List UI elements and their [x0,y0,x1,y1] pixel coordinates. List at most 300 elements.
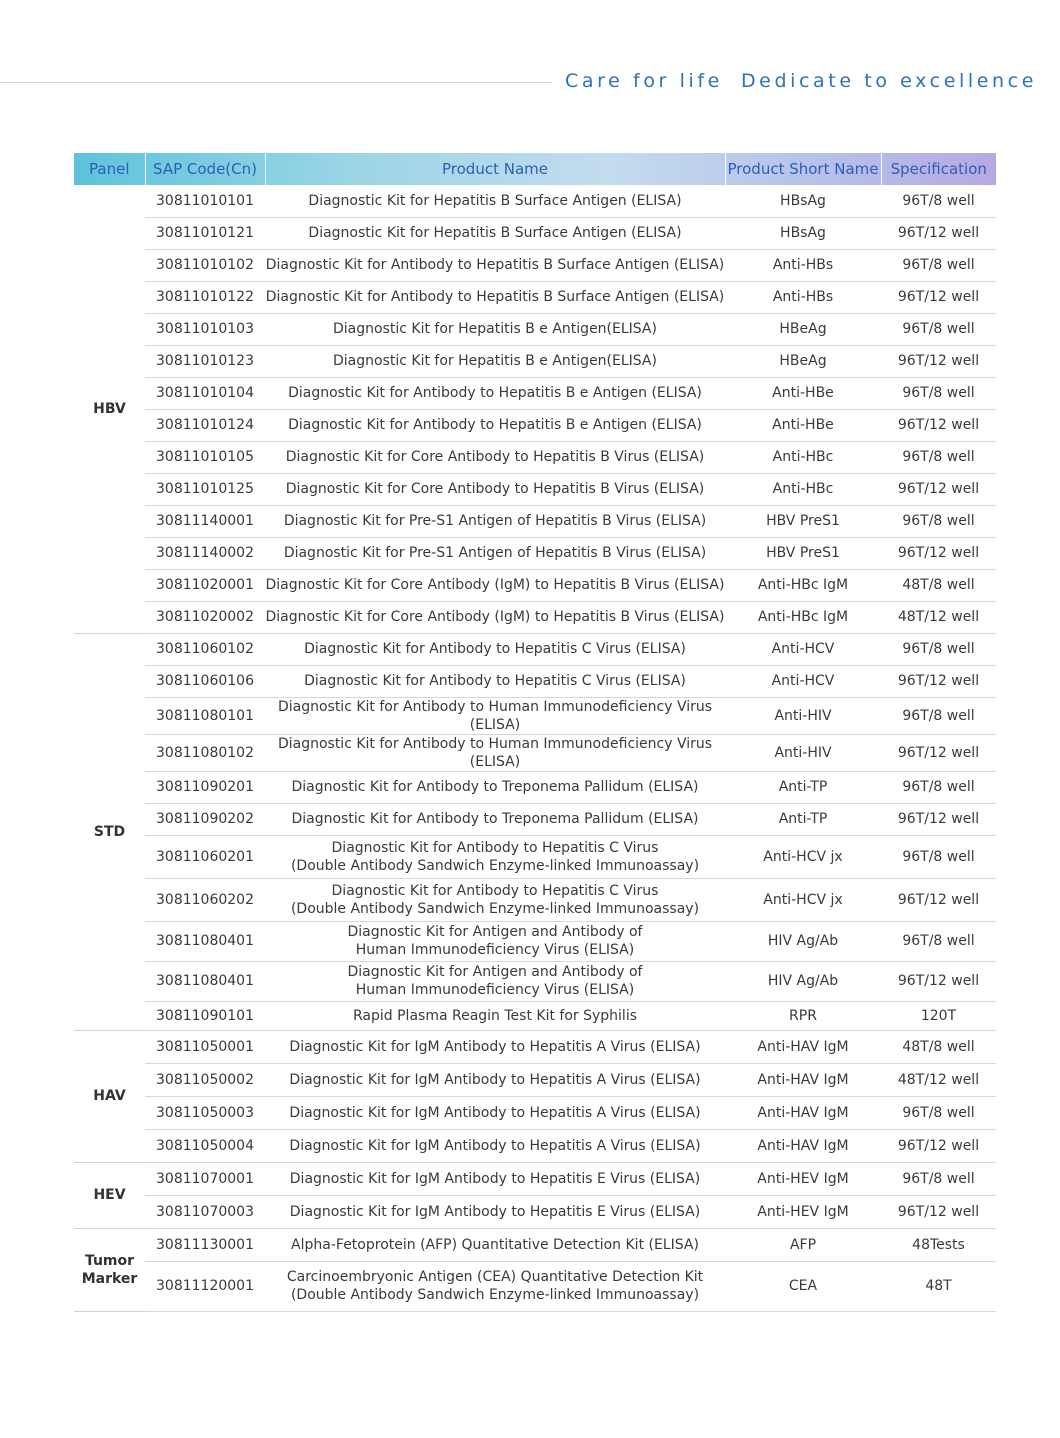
column-header-sap-code: SAP Code(Cn) [145,153,265,185]
short-name-cell [725,537,881,569]
short-name-cell [725,473,881,505]
product-name-cell [265,217,725,249]
specification-cell-text: 96T/8 well [902,1104,975,1121]
product-name-cell [265,697,725,734]
specification-cell [881,537,996,569]
short-name-cell [725,345,881,377]
sap-code-cell [145,734,265,771]
specification-cell-text: 96T/12 well [897,811,980,827]
product-name-cell-text: Diagnostic Kit for Antigen and Antibody of [347,964,643,980]
product-name-cell [265,313,725,345]
specification-cell [881,313,996,345]
short-name-cell [725,441,881,473]
sap-code-cell [145,185,265,217]
product-name-cell [265,921,725,961]
table-row [74,601,996,633]
sap-code-cell [145,665,265,697]
short-name-cell-text: Anti-HBs [772,257,834,273]
short-name-cell-text: AFP [789,1236,817,1253]
short-name-cell-text: CEA [788,1278,818,1294]
product-name-cell [265,569,725,601]
product-name-cell [265,1162,725,1195]
short-name-cell [725,313,881,345]
specification-cell-text: 96T/12 well [897,417,980,433]
sap-code-cell-text: 30811020001 [156,577,254,593]
table-row [74,961,996,1001]
table-row [74,569,996,601]
product-name-cell-text: Diagnostic Kit for Pre-S1 Antigen of Hepatitis B Virus (ELISA) [283,513,707,529]
sap-code-cell-text: 30811090201 [156,779,254,795]
short-name-cell-text: Anti-HBs [772,289,834,305]
table-row [74,185,996,217]
panel-cell [74,1030,145,1162]
sap-code-cell-text: 30811080401 [156,973,254,989]
specification-cell-text: 96T/8 well [902,779,975,795]
product-name-cell [265,1030,725,1063]
short-name-cell-text: HBV PreS1 [766,545,840,561]
sap-code-cell [145,835,265,878]
short-name-cell [725,835,881,878]
sap-code-cell [145,1228,265,1261]
sap-code-cell [145,249,265,281]
product-name-cell-line2: Human Immunodeficiency Virus (ELISA) [355,942,635,958]
panel-label-line2: Marker [81,1270,138,1287]
product-name-cell [265,734,725,771]
specification-cell-text: 96T/12 well [897,353,980,369]
product-name-cell-line2: (Double Antibody Sandwich Enzyme-linked Immunoassay) [290,900,700,917]
product-name-cell [265,633,725,665]
specification-cell [881,1261,996,1311]
product-name-cell [265,803,725,835]
product-name-cell-text: Diagnostic Kit for Hepatitis B Surface Antigen (ELISA) [308,192,682,209]
sap-code-cell [145,601,265,633]
product-name-cell-text: Diagnostic Kit for IgM Antibody to Hepatitis A Virus (ELISA) [289,1137,701,1154]
table-row [74,345,996,377]
specification-cell-text: 48T/12 well [897,1071,980,1088]
table-row [74,217,996,249]
short-name-cell-text: Anti-HBc [772,481,834,497]
panel-cell [74,1228,145,1311]
short-name-cell-text: Anti-HBe [772,385,834,401]
product-name-cell-text: Carcinoembryonic Antigen (CEA) Quantitative Detection Kit [286,1269,704,1285]
specification-cell [881,601,996,633]
sap-code-cell-text: 30811080101 [156,707,254,724]
short-name-cell-text: HBeAg [779,353,827,369]
product-name-cell-text: Diagnostic Kit for IgM Antibody to Hepatitis A Virus (ELISA) [289,1104,701,1121]
short-name-cell [725,601,881,633]
short-name-cell-text: Anti-HAV IgM [757,1104,849,1121]
table-row [74,409,996,441]
short-name-cell-text: Anti-HIV [774,744,832,761]
short-name-cell [725,665,881,697]
sap-code-cell-text: 30811060102 [156,641,254,657]
specification-cell-text: 96T/8 well [902,192,975,209]
sap-code-cell-text: 30811010124 [156,417,254,433]
table-row [74,377,996,409]
table-row [74,1195,996,1228]
sap-code-cell [145,217,265,249]
product-name-cell-text: Diagnostic Kit for IgM Antibody to Hepatitis E Virus (ELISA) [289,1170,701,1187]
product-name-cell-text: Diagnostic Kit for Antibody to Hepatitis C Virus (ELISA) [304,673,686,689]
sap-code-cell-text: 30811010102 [156,257,254,273]
product-name-cell-text: Diagnostic Kit for Antibody to Treponema Pallidum (ELISA) [291,811,699,827]
sap-code-cell [145,1096,265,1129]
table-row [74,734,996,771]
sap-code-cell [145,1063,265,1096]
short-name-cell-text: HIV Ag/Ab [767,973,839,989]
sap-code-cell-text: 30811120001 [156,1278,254,1294]
product-name-cell-text: Diagnostic Kit for Hepatitis B Surface Antigen (ELISA) [308,225,682,241]
specification-cell-text: 96T/8 well [902,385,975,401]
table-row [74,537,996,569]
short-name-cell [725,569,881,601]
panel-label: HBV [93,400,126,417]
sap-code-cell-text: 30811140001 [156,513,254,529]
specification-cell-text: 96T/12 well [897,545,980,561]
short-name-cell-text: Anti-HBc [772,449,834,465]
short-name-cell-text: Anti-HEV IgM [757,1203,849,1220]
sap-code-cell-text: 30811090101 [156,1007,254,1024]
specification-cell-text: 96T/8 well [902,641,975,657]
table-row [74,1162,996,1195]
product-name-cell-line2: (Double Antibody Sandwich Enzyme-linked Immunoassay) [290,857,700,874]
specification-cell [881,1030,996,1063]
product-name-cell [265,601,725,633]
product-name-cell [265,1063,725,1096]
specification-cell-text: 96T/8 well [902,321,975,337]
tagline-part1: Care for life [565,70,723,92]
short-name-cell-text: HIV Ag/Ab [767,933,839,949]
product-name-cell-text: Rapid Plasma Reagin Test Kit for Syphilis [353,1007,637,1024]
product-name-cell [265,1096,725,1129]
sap-code-cell [145,1030,265,1063]
short-name-cell [725,1261,881,1311]
sap-code-cell-text: 30811060201 [156,848,254,865]
short-name-cell [725,1195,881,1228]
short-name-cell [725,771,881,803]
tagline [565,70,1038,92]
tagline-part2: Dedicate to excellence [740,70,1038,92]
specification-cell-text: 96T/12 well [897,891,980,908]
table-row [74,1001,996,1030]
specification-cell-text: 96T/12 well [897,744,980,761]
product-name-cell [265,665,725,697]
specification-cell [881,409,996,441]
sap-code-cell-text: 30811050002 [156,1071,254,1088]
table-row [74,1063,996,1096]
product-name-cell [265,441,725,473]
specification-cell [881,441,996,473]
product-name-cell [265,537,725,569]
product-name-cell [265,249,725,281]
specification-cell-text: 48T/8 well [902,577,975,593]
short-name-cell-text: Anti-HCV [771,673,835,689]
table-row [74,473,996,505]
product-name-cell [265,961,725,1001]
short-name-cell [725,377,881,409]
specification-cell-text: 48T/8 well [902,1038,975,1055]
sap-code-cell-text: 30811010122 [156,289,254,305]
product-name-cell [265,281,725,313]
sap-code-cell-text: 30811010123 [156,353,254,369]
short-name-cell [725,1162,881,1195]
specification-cell [881,771,996,803]
sap-code-cell-text: 30811050001 [156,1038,254,1055]
specification-cell [881,217,996,249]
short-name-cell-text: Anti-HIV [774,707,832,724]
sap-code-cell-text: 30811010125 [156,481,254,497]
column-header-product-name: Product Name [265,153,725,185]
table-header-row [74,153,996,185]
specification-cell-text: 96T/12 well [897,673,980,689]
specification-cell-text: 96T/8 well [902,933,975,949]
table-row [74,771,996,803]
table-row [74,505,996,537]
sap-code-cell [145,281,265,313]
specification-cell [881,1162,996,1195]
panel-cell [74,185,145,633]
sap-code-cell [145,473,265,505]
specification-cell [881,1228,996,1261]
product-name-cell-text: Diagnostic Kit for Antibody to Hepatitis B e Antigen (ELISA) [288,417,702,433]
sap-code-cell [145,1195,265,1228]
panel-label: STD [93,823,126,840]
specification-cell-text: 96T/12 well [897,289,980,305]
short-name-cell [725,249,881,281]
sap-code-cell-text: 30811010121 [156,225,254,241]
short-name-cell-text: Anti-HCV jx [763,848,843,865]
specification-cell-text: 96T/12 well [897,973,980,989]
sap-code-cell-text: 30811020002 [156,609,254,625]
sap-code-cell [145,921,265,961]
sap-code-cell [145,537,265,569]
specification-cell [881,835,996,878]
sap-code-cell [145,569,265,601]
sap-code-cell [145,313,265,345]
short-name-cell [725,633,881,665]
product-name-cell [265,1228,725,1261]
product-name-cell-text: Diagnostic Kit for Antibody to Hepatitis C Virus [331,839,659,856]
product-name-cell [265,185,725,217]
specification-cell-text: 48Tests [912,1236,965,1253]
sap-code-cell [145,1261,265,1311]
sap-code-cell [145,697,265,734]
short-name-cell-text: Anti-HBc IgM [757,609,849,625]
sap-code-cell-text: 30811060106 [156,673,254,689]
specification-cell [881,1063,996,1096]
table-row [74,441,996,473]
short-name-cell-text: RPR [789,1007,817,1024]
specification-cell [881,473,996,505]
short-name-cell-text: Anti-HBc IgM [757,577,849,593]
product-name-cell [265,1195,725,1228]
short-name-cell [725,281,881,313]
product-name-cell-text: Diagnostic Kit for Antigen and Antibody of [347,924,643,940]
product-name-cell [265,1129,725,1162]
sap-code-cell-text: 30811050003 [156,1104,254,1121]
specification-cell-text: 48T/12 well [897,609,980,625]
short-name-cell [725,697,881,734]
specification-cell [881,345,996,377]
product-name-cell-text: Diagnostic Kit for Antibody to Hepatitis B Surface Antigen (ELISA) [265,289,725,305]
specification-cell [881,281,996,313]
short-name-cell [725,217,881,249]
short-name-cell-text: Anti-HCV [771,641,835,657]
product-name-cell-text: Diagnostic Kit for IgM Antibody to Hepatitis A Virus (ELISA) [289,1071,701,1088]
specification-cell [881,505,996,537]
sap-code-cell-text: 30811080401 [156,933,254,949]
specification-cell-text: 96T/8 well [902,449,975,465]
sap-code-cell [145,377,265,409]
short-name-cell [725,878,881,921]
short-name-cell-text: Anti-HAV IgM [757,1038,849,1055]
specification-cell-text: 48T [925,1278,952,1294]
panel-label: HAV [93,1088,126,1104]
product-name-cell-line2: (Double Antibody Sandwich Enzyme-linked Immunoassay) [290,1287,700,1303]
sap-code-cell [145,1162,265,1195]
specification-cell [881,665,996,697]
product-name-cell [265,505,725,537]
product-name-cell-text: Diagnostic Kit for Antibody to Hepatitis B e Antigen (ELISA) [288,385,702,401]
table-row [74,1261,996,1311]
specification-cell [881,961,996,1001]
short-name-cell-text: Anti-HAV IgM [757,1071,849,1088]
specification-cell [881,249,996,281]
sap-code-cell-text: 30811010105 [156,449,254,465]
short-name-cell-text: HBeAg [779,321,827,337]
short-name-cell [725,803,881,835]
table-row [74,878,996,921]
product-name-cell [265,835,725,878]
table-row [74,1129,996,1162]
specification-cell-text: 96T/8 well [902,848,975,865]
short-name-cell [725,1063,881,1096]
table-row [74,1228,996,1261]
specification-cell [881,921,996,961]
sap-code-cell [145,633,265,665]
sap-code-cell [145,1129,265,1162]
sap-code-cell-text: 30811140002 [156,545,254,561]
specification-cell [881,1129,996,1162]
short-name-cell [725,1001,881,1030]
sap-code-cell [145,409,265,441]
sap-code-cell [145,771,265,803]
specification-cell [881,185,996,217]
sap-code-cell [145,961,265,1001]
specification-cell-text: 96T/8 well [902,257,975,273]
specification-cell [881,569,996,601]
product-name-cell-text: Diagnostic Kit for Antibody to Treponema Pallidum (ELISA) [291,779,699,795]
product-name-cell-text: Diagnostic Kit for Core Antibody to Hepatitis B Virus (ELISA) [285,449,705,465]
panel-cell [74,1162,145,1228]
sap-code-cell-text: 30811070003 [156,1203,254,1220]
product-name-cell-text: Diagnostic Kit for IgM Antibody to Hepatitis E Virus (ELISA) [289,1203,701,1220]
short-name-cell [725,734,881,771]
column-header-specification: Specification [890,160,987,178]
sap-code-cell-text: 30811010104 [156,385,254,401]
panel-label: Tumor [84,1252,135,1269]
specification-cell [881,1001,996,1030]
header-rule [0,82,552,83]
sap-code-cell [145,878,265,921]
product-name-cell-line2: Human Immunodeficiency Virus (ELISA) [355,982,635,998]
product-name-cell [265,1261,725,1311]
panel-label: HEV [93,1187,126,1203]
column-header-short-name: Product Short Name [725,153,881,185]
specification-cell-text: 96T/12 well [897,481,980,497]
table-row [74,697,996,734]
product-name-cell-text: Diagnostic Kit for Core Antibody to Hepatitis B Virus (ELISA) [285,481,705,497]
product-name-cell [265,878,725,921]
product-name-cell [265,771,725,803]
sap-code-cell-text: 30811060202 [156,891,254,908]
product-name-cell [265,473,725,505]
table-row [74,665,996,697]
sap-code-cell [145,1001,265,1030]
panel-cell [74,633,145,1030]
table-row [74,313,996,345]
product-name-cell-text: Diagnostic Kit for Hepatitis B e Antigen(ELISA) [333,321,657,337]
sap-code-cell-text: 30811130001 [156,1236,254,1253]
product-name-cell [265,345,725,377]
short-name-cell [725,961,881,1001]
product-table [74,153,996,1312]
short-name-cell-text: Anti-TP [778,779,828,795]
product-name-cell-text: Diagnostic Kit for Antibody to Hepatitis C Virus (ELISA) [304,641,686,657]
table-row [74,1030,996,1063]
specification-cell-text: 120T [920,1007,957,1024]
product-name-cell-text: Diagnostic Kit for Antibody to Hepatitis B Surface Antigen (ELISA) [265,257,725,273]
product-name-cell [265,409,725,441]
product-name-cell-text: Diagnostic Kit for Pre-S1 Antigen of Hepatitis B Virus (ELISA) [283,545,707,561]
short-name-cell-text: Anti-HAV IgM [757,1137,849,1154]
short-name-cell [725,1228,881,1261]
specification-cell [881,734,996,771]
specification-cell [881,377,996,409]
sap-code-cell [145,803,265,835]
table-row [74,249,996,281]
short-name-cell [725,1096,881,1129]
short-name-cell [725,505,881,537]
short-name-cell-text: HBsAg [780,192,826,209]
table-row [74,281,996,313]
sap-code-cell-text: 30811050004 [156,1137,254,1154]
product-name-cell-text: Diagnostic Kit for Core Antibody (IgM) to Hepatitis B Virus (ELISA) [265,609,725,625]
short-name-cell-text: Anti-HCV jx [763,891,843,908]
product-name-cell-text: Diagnostic Kit for Antibody to Human Immunodeficiency Virus (ELISA) [277,698,713,733]
table-row [74,1096,996,1129]
specification-cell-text: 96T/12 well [897,225,980,241]
product-name-cell-text: Diagnostic Kit for Antibody to Human Immunodeficiency Virus (ELISA) [277,735,713,770]
specification-cell [881,878,996,921]
sap-code-cell-text: 30811010101 [156,192,254,209]
product-name-cell [265,377,725,409]
table-row [74,921,996,961]
table-row [74,803,996,835]
sap-code-cell [145,345,265,377]
short-name-cell-text: Anti-TP [778,811,828,827]
specification-cell-text: 96T/12 well [897,1203,980,1220]
specification-cell-text: 96T/8 well [902,513,975,529]
short-name-cell [725,1129,881,1162]
short-name-cell [725,185,881,217]
short-name-cell [725,921,881,961]
product-name-cell-text: Diagnostic Kit for Hepatitis B e Antigen(ELISA) [333,353,657,369]
product-name-cell [265,1001,725,1030]
sap-code-cell-text: 30811070001 [156,1170,254,1187]
specification-cell [881,803,996,835]
specification-cell [881,633,996,665]
